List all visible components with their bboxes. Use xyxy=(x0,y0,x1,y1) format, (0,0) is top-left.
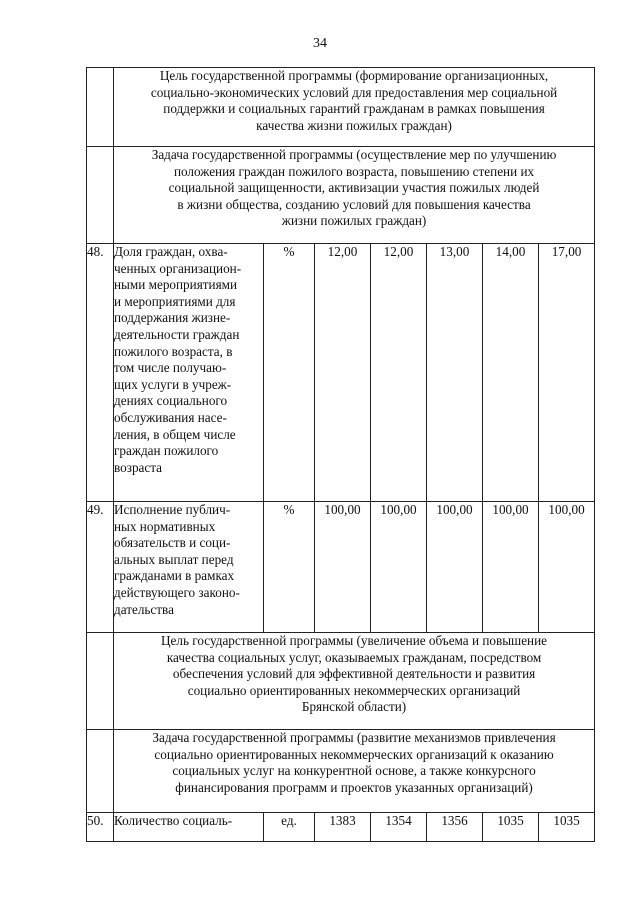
empty-num-cell xyxy=(87,730,114,813)
indicator-name: Количество социаль- xyxy=(114,813,264,842)
table-row-48 xyxy=(87,244,595,502)
value-cell: 17,00 xyxy=(539,244,595,502)
value-cell: 12,00 xyxy=(315,244,371,502)
goal-row-1 xyxy=(87,68,595,147)
empty-num-cell xyxy=(87,147,114,244)
table-row-50 xyxy=(87,813,595,842)
page-number: 34 xyxy=(313,36,327,51)
task-row-1 xyxy=(87,147,595,244)
table-row-49 xyxy=(87,502,595,633)
row-number: 49. xyxy=(87,502,114,633)
value-cell: 100,00 xyxy=(427,502,483,633)
value-cell: 100,00 xyxy=(483,502,539,633)
value-cell: 14,00 xyxy=(483,244,539,502)
value-cell: 100,00 xyxy=(315,502,371,633)
unit-cell: % xyxy=(264,244,315,502)
task-text-2: Задача государственной программы (развитие механизмов привлечения социально ориентированных некоммерческих организаций к оказанию социальных услуг на конкурентной основе, а также конкурсного финансирования программ и проектов указанных организаций) xyxy=(114,730,595,813)
value-cell: 1356 xyxy=(427,813,483,842)
task-text-1: Задача государственной программы (осуществление мер по улучшению положения граждан пожилого возраста, повышению степени их социальной защищенности, активизации участия пожилых людей в жизни общества, созданию условий для повышения качества жизни пожилых граждан) xyxy=(114,147,595,244)
unit-cell: ед. xyxy=(264,813,315,842)
value-cell: 1035 xyxy=(539,813,595,842)
empty-num-cell xyxy=(87,68,114,147)
value-cell: 100,00 xyxy=(539,502,595,633)
value-cell: 1383 xyxy=(315,813,371,842)
indicator-name: Доля граждан, охва- ченных организацион- ными мероприятиями и мероприятиями для поддержания жизне- деятельности граждан пожилого возраста, в том числе получаю- щих услуги в учреж- дениях социального обслуживания насе- ления, в общем числе граждан пожилого возраста xyxy=(114,244,264,502)
value-cell: 1354 xyxy=(371,813,427,842)
goal-text-2: Цель государственной программы (увеличение объема и повышение качества социальных услуг, оказываемых гражданам, посредством обеспечения условий для эффективной деятельности и развития социально ориентированных некоммерческих организаций Брянской области) xyxy=(114,633,595,730)
indicators-table xyxy=(86,67,595,842)
value-cell: 12,00 xyxy=(371,244,427,502)
goal-row-2 xyxy=(87,633,595,730)
empty-num-cell xyxy=(87,633,114,730)
task-row-2 xyxy=(87,730,595,813)
goal-text-1: Цель государственной программы (формирование организационных, социально-экономических условий для предоставления мер социальной поддержки и социальных гарантий гражданам в рамках повышения качества жизни пожилых граждан) xyxy=(114,68,595,147)
value-cell: 13,00 xyxy=(427,244,483,502)
value-cell: 1035 xyxy=(483,813,539,842)
indicator-name: Исполнение публич- ных нормативных обязательств и соци- альных выплат перед гражданами в рамках действующего законо- дательства xyxy=(114,502,264,633)
row-number: 50. xyxy=(87,813,114,842)
unit-cell: % xyxy=(264,502,315,633)
value-cell: 100,00 xyxy=(371,502,427,633)
row-number: 48. xyxy=(87,244,114,502)
